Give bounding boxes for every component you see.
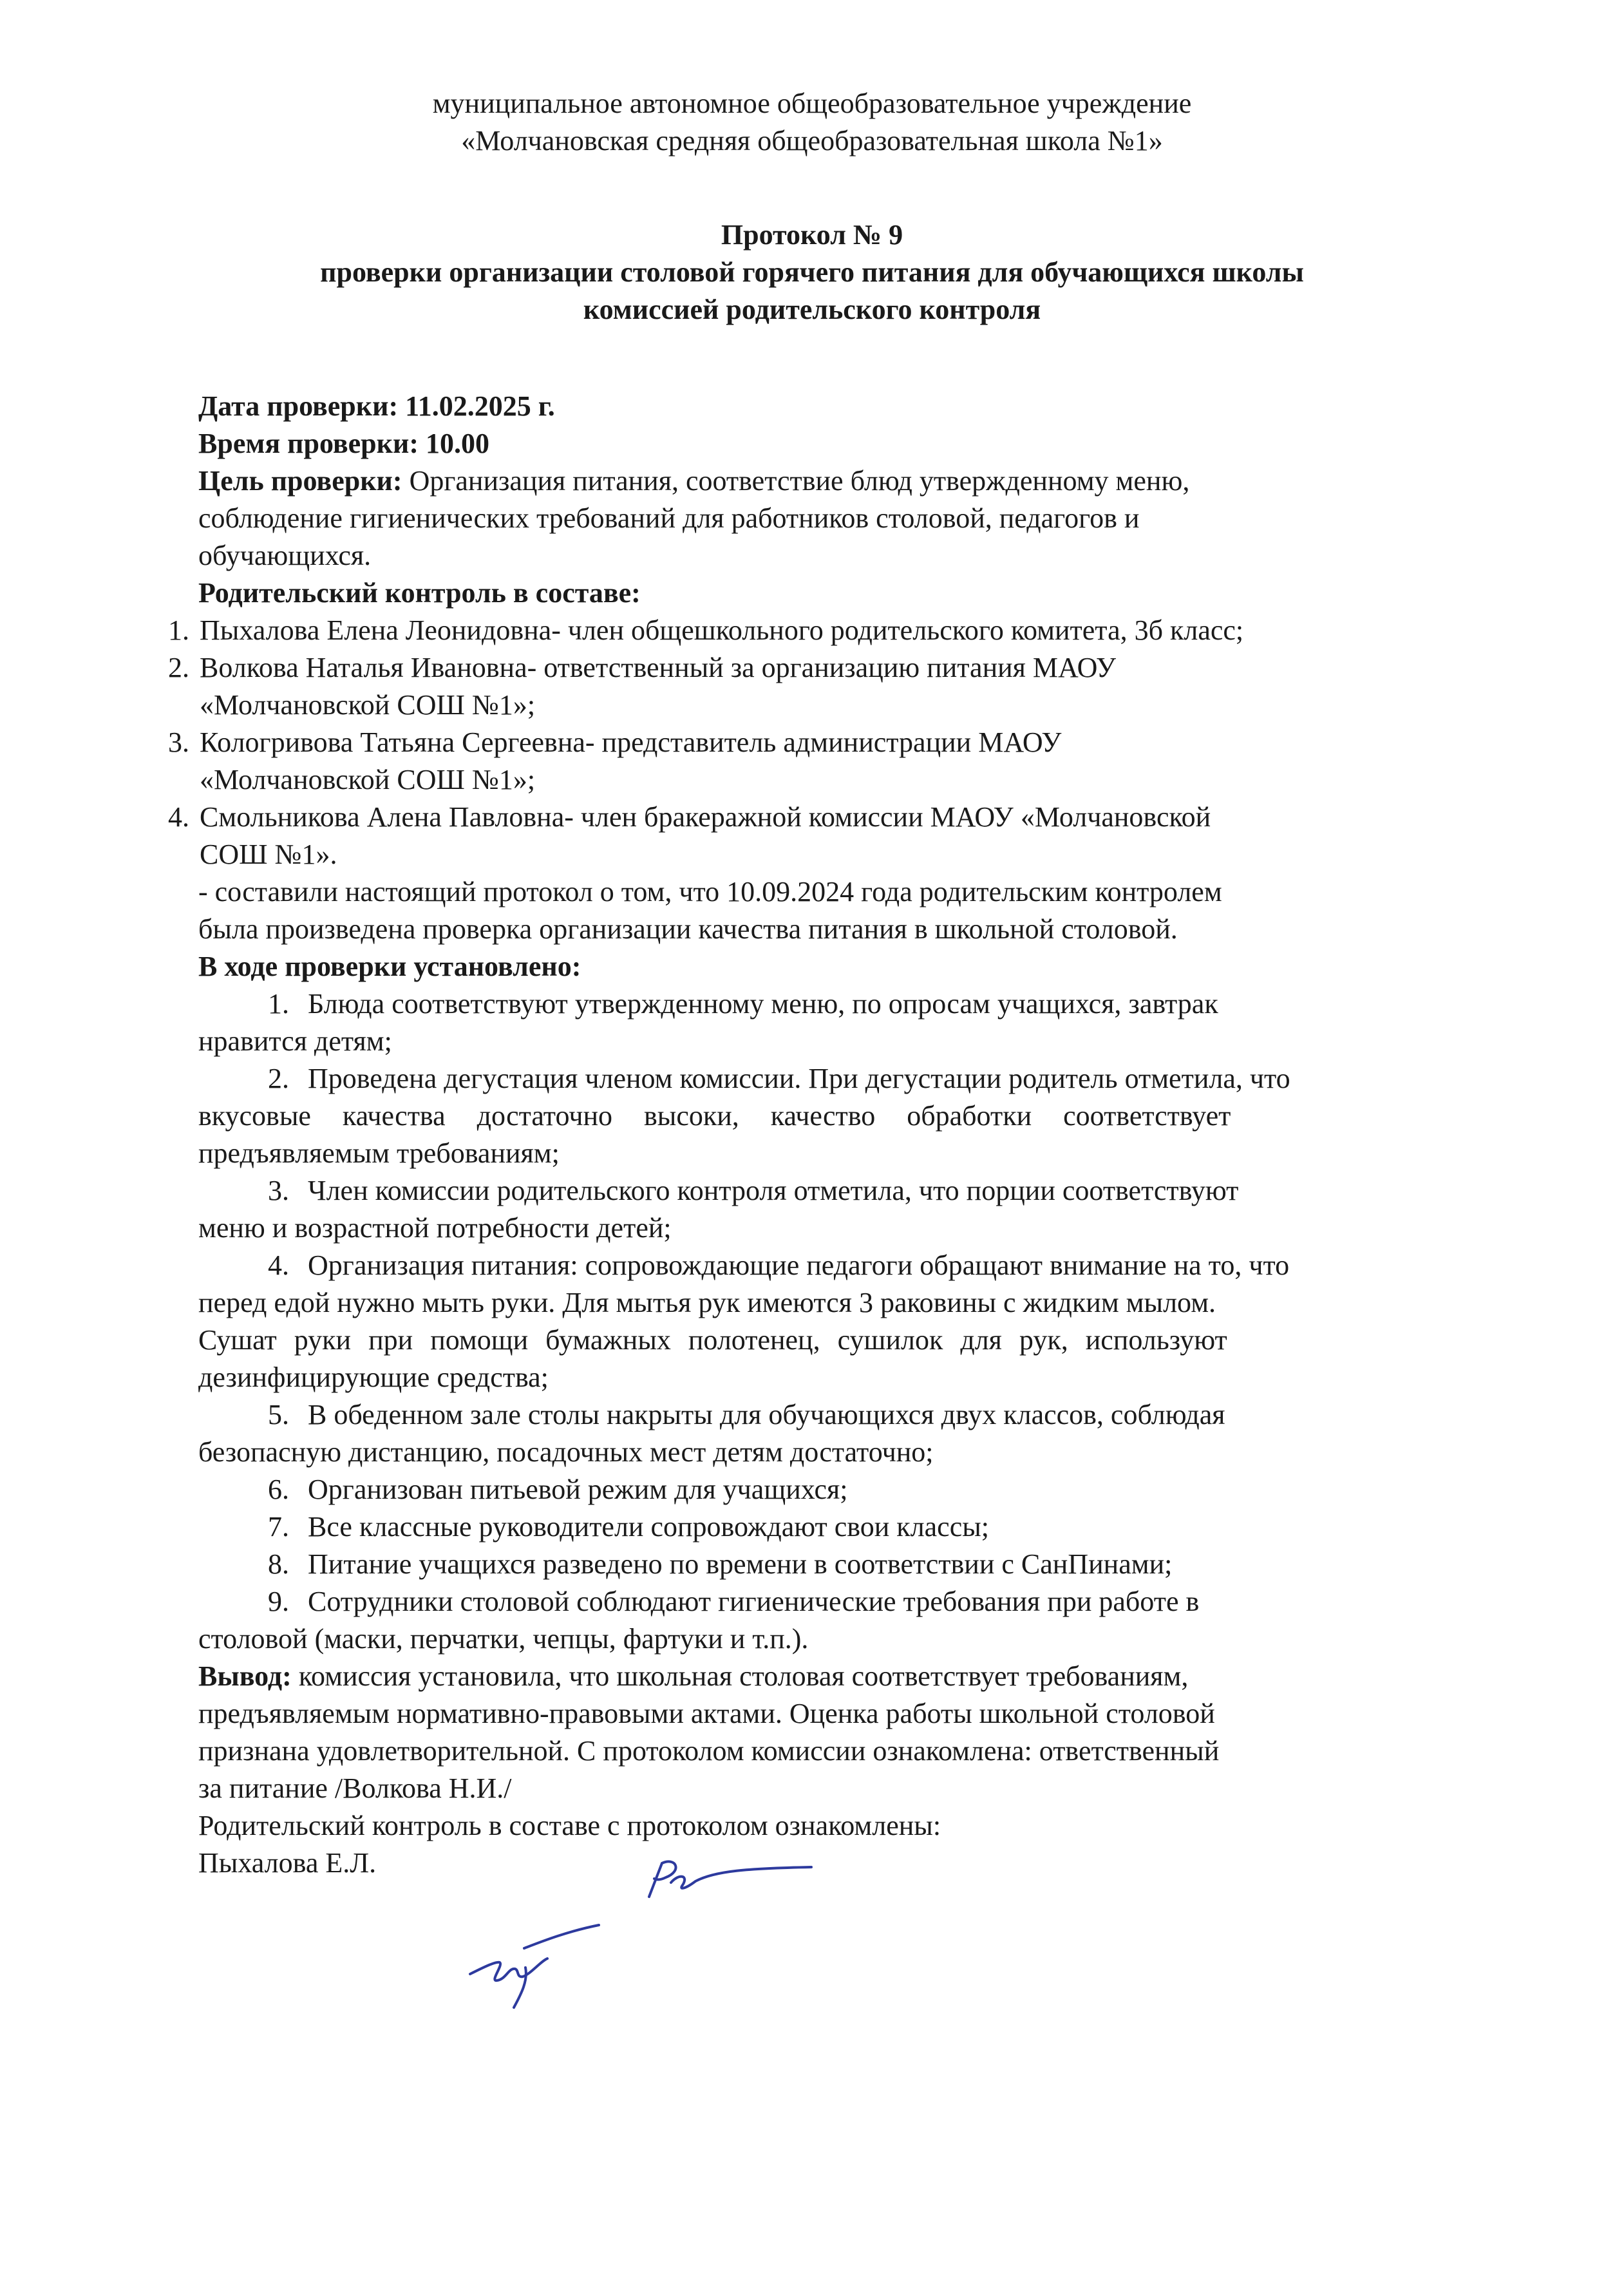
date-label: Дата проверки:: [198, 390, 399, 422]
finding-item: [198, 1247, 1494, 1284]
conclusion-line-3: признана удовлетворительной. С протоколом комиссии ознакомлена: ответственный: [198, 1735, 1220, 1767]
member-item: [152, 612, 1494, 649]
institution-type: муниципальное автономное общеобразовательное учреждение: [432, 88, 1192, 119]
inspection-time: [161, 425, 1494, 462]
protocol-body: [161, 388, 1494, 1882]
protocol-subject-line1: проверки организации столовой горячего питания для обучающихся школы: [320, 256, 1304, 288]
goal-line-1: [161, 462, 1494, 500]
member-text: Кологривова Татьяна Сергеевна- представитель администрации МАОУ: [200, 726, 1062, 758]
protocol-number: Протокол № 9: [721, 219, 903, 251]
member-text: Волкова Наталья Ивановна- ответственный за организацию питания МАОУ: [200, 652, 1117, 683]
goal-line-2: соблюдение гигиенических требований для работников столовой, педагогов и: [198, 502, 1140, 534]
finding-text-cont: вкусовые качества достаточно высоки, качество обработки соответствует: [198, 1100, 1231, 1132]
member-number: 4.: [168, 801, 189, 833]
compiled-line-1: - составили настоящий протокол о том, что 10.09.2024 года родительским контролем: [198, 876, 1222, 907]
member-text-cont: «Молчановской СОШ №1»;: [200, 689, 536, 721]
finding-text-cont: дезинфицирующие средства;: [198, 1362, 549, 1393]
protocol-subject-line2: комиссией родительского контроля: [583, 294, 1041, 325]
member-text-cont: СОШ №1».: [200, 839, 337, 870]
time-label: Время проверки:: [198, 428, 419, 459]
finding-text: Сотрудники столовой соблюдают гигиенические требования при работе в: [308, 1586, 1200, 1617]
institution-header: [0, 85, 1624, 160]
date-value: 11.02.2025 г.: [405, 390, 555, 422]
member-text-cont: «Молчановской СОШ №1»;: [200, 764, 536, 795]
member-item: [152, 649, 1494, 687]
finding-text-cont: столовой (маски, перчатки, чепцы, фартуки и т.п.).: [198, 1623, 809, 1655]
finding-item: [198, 1546, 1494, 1583]
finding-number: 4.: [268, 1249, 289, 1281]
time-value: 10.00: [425, 428, 489, 459]
inspection-date: [161, 388, 1494, 425]
conclusion-text: комиссия установила, что школьная столовая соответствует требованиям,: [298, 1660, 1189, 1692]
member-number: 2.: [168, 652, 189, 683]
members-list: [152, 612, 1494, 873]
member-item: [152, 799, 1494, 836]
member-number: 1.: [168, 614, 189, 646]
finding-item: [198, 1583, 1494, 1620]
finding-text-cont: безопасную дистанцию, посадочных мест детям достаточно;: [198, 1436, 934, 1468]
signature-volkova: [637, 1852, 818, 1910]
finding-text: Проведена дегустация членом комиссии. При дегустации родитель отметила, что: [308, 1063, 1290, 1094]
finding-text: В обеденном зале столы накрыты для обучающихся двух классов, соблюдая: [308, 1399, 1225, 1430]
finding-number: 3.: [268, 1175, 289, 1206]
conclusion-line-4: за питание /Волкова Н.И./: [198, 1772, 512, 1804]
finding-number: 6.: [268, 1474, 289, 1505]
member-text: Смольникова Алена Павловна- член бракеражной комиссии МАОУ «Молчановской: [200, 801, 1211, 833]
findings-label: В ходе проверки установлено:: [198, 951, 581, 982]
commission-label: Родительский контроль в составе:: [198, 577, 641, 609]
finding-text: Все классные руководители сопровождают свои классы;: [308, 1511, 990, 1542]
finding-text-cont: перед едой нужно мыть руки. Для мытья рук имеются 3 раковины с жидким мылом.: [198, 1287, 1216, 1318]
finding-item: [198, 985, 1494, 1023]
acquainted-line: Родительский контроль в составе с протоколом ознакомлены:: [198, 1810, 941, 1841]
finding-text-cont: Сушат руки при помощи бумажных полотенец, сушилок для рук, используют: [198, 1324, 1227, 1356]
finding-number: 7.: [268, 1511, 289, 1542]
finding-number: 9.: [268, 1586, 289, 1617]
finding-item: [198, 1060, 1494, 1097]
finding-text-cont: предъявляемым требованиям;: [198, 1137, 560, 1169]
compiled-line-2: была произведена проверка организации качества питания в школьной столовой.: [198, 913, 1178, 945]
finding-text-cont: меню и возрастной потребности детей;: [198, 1212, 672, 1244]
finding-item: [198, 1396, 1494, 1434]
member-item: [152, 724, 1494, 761]
finding-number: 2.: [268, 1063, 289, 1094]
goal-text: Организация питания, соответствие блюд утвержденному меню,: [409, 465, 1190, 497]
signer-name: Пыхалова Е.Л.: [198, 1847, 377, 1879]
finding-text: Блюда соответствуют утвержденному меню, по опросам учащихся, завтрак: [308, 988, 1218, 1020]
goal-line-3: обучающихся.: [198, 540, 372, 571]
finding-text-cont: нравится детям;: [198, 1025, 392, 1057]
member-number: 3.: [168, 726, 189, 758]
conclusion-label: Вывод:: [198, 1660, 292, 1692]
protocol-title: [0, 216, 1624, 328]
member-text: Пыхалова Елена Леонидовна- член общешкольного родительского комитета, 3б класс;: [200, 614, 1244, 646]
finding-item: [198, 1172, 1494, 1210]
finding-number: 5.: [268, 1399, 289, 1430]
finding-text: Питание учащихся разведено по времени в соответствии с СанПинами;: [308, 1548, 1173, 1580]
finding-text: Организован питьевой режим для учащихся;: [308, 1474, 848, 1505]
conclusion-line-1: [198, 1658, 1494, 1695]
conclusion-line-2: предъявляемым нормативно-правовыми актами. Оценка работы школьной столовой: [198, 1698, 1215, 1729]
conclusion: [198, 1658, 1494, 1882]
finding-item: [198, 1471, 1494, 1508]
finding-text: Член комиссии родительского контроля отметила, что порции соответствуют: [308, 1175, 1239, 1206]
finding-text: Организация питания: сопровождающие педагоги обращают внимание на то, что: [308, 1249, 1290, 1281]
findings-list: [198, 985, 1494, 1658]
signature-pykhalova: [464, 1922, 605, 2013]
finding-number: 1.: [268, 988, 289, 1020]
institution-name: «Молчановская средняя общеобразовательная школа №1»: [461, 125, 1163, 157]
finding-number: 8.: [268, 1548, 289, 1580]
goal-label: Цель проверки:: [198, 465, 402, 497]
finding-item: [198, 1508, 1494, 1546]
